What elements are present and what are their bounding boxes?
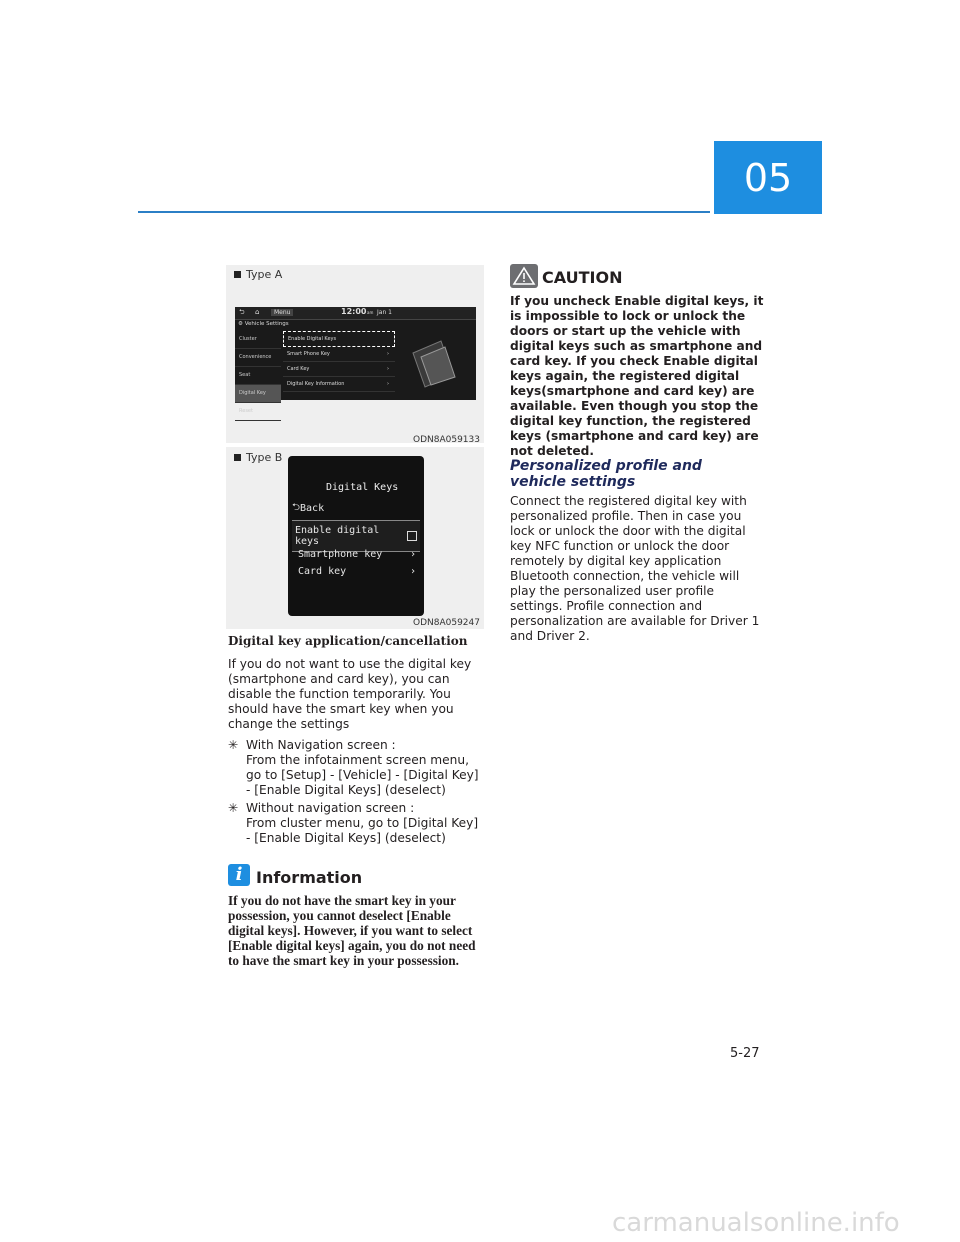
bullet-title: Without navigation screen : bbox=[246, 801, 415, 815]
square-bullet-icon bbox=[234, 454, 241, 461]
chevron-right-icon: › bbox=[409, 549, 416, 560]
chapter-number: 05 bbox=[743, 155, 793, 200]
figure-b-label: Type B bbox=[234, 451, 282, 464]
page-number: 5-27 bbox=[730, 1046, 760, 1061]
menu-item-cluster: Cluster bbox=[235, 331, 281, 349]
asterisk-icon: ✳ bbox=[228, 801, 239, 815]
chevron-right-icon: › bbox=[409, 566, 416, 577]
card-key-image bbox=[407, 335, 459, 391]
option-card-key: Card Key › bbox=[283, 362, 395, 377]
watermark: carmanualsonline.info bbox=[612, 1208, 900, 1238]
screen-b-enable: Enable digital keys bbox=[292, 520, 420, 552]
caution-title: CAUTION bbox=[542, 268, 623, 287]
screen-type-b bbox=[288, 456, 424, 616]
screen-options bbox=[283, 331, 395, 392]
option-digital-key-information: Digital Key Information › bbox=[283, 377, 395, 392]
figure-b-code: ODN8A059247 bbox=[413, 618, 480, 628]
bullet-with-navigation bbox=[228, 738, 484, 798]
section-heading: Digital key application/cancellation bbox=[228, 634, 468, 648]
info-title: Information bbox=[256, 868, 363, 887]
screen-time: 12:00 bbox=[341, 307, 367, 316]
back-arrow-icon: ⮌ bbox=[292, 502, 301, 513]
figure-b bbox=[226, 447, 484, 629]
warning-icon bbox=[510, 264, 538, 288]
figure-a-code: ODN8A059133 bbox=[413, 435, 480, 445]
left-paragraph: If you do not want to use the digital key (smartphone and card key), you can disable the function temporarily. You should have the smart key when you change the settings bbox=[228, 657, 472, 731]
menu-item-digital-key: Digital Key bbox=[235, 385, 281, 403]
info-text: If you do not have the smart key in your possession, you cannot deselect [Enable digital keys]. However, if you want to select [Enable digital keys] again, you do not need to have the smart key in your possession. bbox=[228, 893, 476, 968]
bullet-without-navigation bbox=[228, 801, 484, 846]
home-icon: ⌂ bbox=[255, 308, 260, 316]
figure-a-label: Type A bbox=[234, 268, 282, 281]
caution-text: If you uncheck Enable digital keys, it is impossible to lock or unlock the doors or start up the vehicle with digital keys such as smartphone and card key. If you check Enable digital keys again, the registered digital keys(smartphone and card key) are available. Even though you stop the digital key function, the registered keys (smartphone and card key) are not deleted. bbox=[510, 294, 764, 458]
chevron-right-icon: › bbox=[387, 381, 389, 387]
screen-b-title: Digital Keys bbox=[326, 482, 399, 493]
menu-button: Menu bbox=[271, 309, 293, 316]
screen-type-a bbox=[235, 307, 476, 414]
right-paragraph: Connect the registered digital key with personalized profile. Then in case you lock or unlock the door with the digital key NFC function or unlock the door remotely by digital key application Bluetooth connection, the vehicle will play the personalized user profile settings. Profile connection and personalization are available for Driver 1 and Driver 2. bbox=[510, 494, 760, 643]
gear-icon: ⚙ bbox=[238, 321, 243, 327]
screen-title: ⚙ Vehicle Settings bbox=[238, 321, 289, 327]
menu-item-seat: Seat bbox=[235, 367, 281, 385]
subheading: Personalized profile and vehicle settings bbox=[510, 458, 702, 490]
chevron-right-icon: › bbox=[387, 351, 389, 357]
option-smart-phone-key: Smart Phone Key › bbox=[283, 347, 395, 362]
bullet-title: With Navigation screen : bbox=[246, 738, 396, 752]
square-bullet-icon bbox=[234, 271, 241, 278]
screen-b-smartphone: Smartphone key › bbox=[298, 549, 416, 560]
menu-item-convenience: Convenience bbox=[235, 349, 281, 367]
header-rule bbox=[138, 211, 710, 213]
asterisk-icon: ✳ bbox=[228, 738, 239, 752]
checkbox-icon bbox=[407, 531, 417, 541]
screen-b-back: ⮌ Back bbox=[292, 500, 324, 517]
menu-item-reset: Reset bbox=[235, 403, 281, 421]
screen-left-menu bbox=[235, 331, 281, 421]
screen-ampm: am bbox=[367, 310, 374, 315]
option-enable-digital-keys: Enable Digital Keys bbox=[283, 331, 395, 347]
screen-b-card: Card key › bbox=[298, 566, 416, 577]
chapter-tab bbox=[714, 141, 822, 214]
bullet-text: From the infotainment screen menu, go to [Setup] - [Vehicle] - [Digital Key] - [Enable Digital Keys] (deselect) bbox=[246, 753, 479, 797]
chevron-right-icon: › bbox=[387, 366, 389, 372]
bullet-text: From cluster menu, go to [Digital Key] - [Enable Digital Keys] (deselect) bbox=[246, 816, 479, 845]
figure-a bbox=[226, 265, 484, 443]
info-icon: i bbox=[228, 864, 250, 886]
screen-topbar bbox=[235, 307, 476, 320]
back-arrow-icon: ⮌ bbox=[239, 308, 245, 316]
screen-date: Jan 1 bbox=[377, 309, 392, 316]
